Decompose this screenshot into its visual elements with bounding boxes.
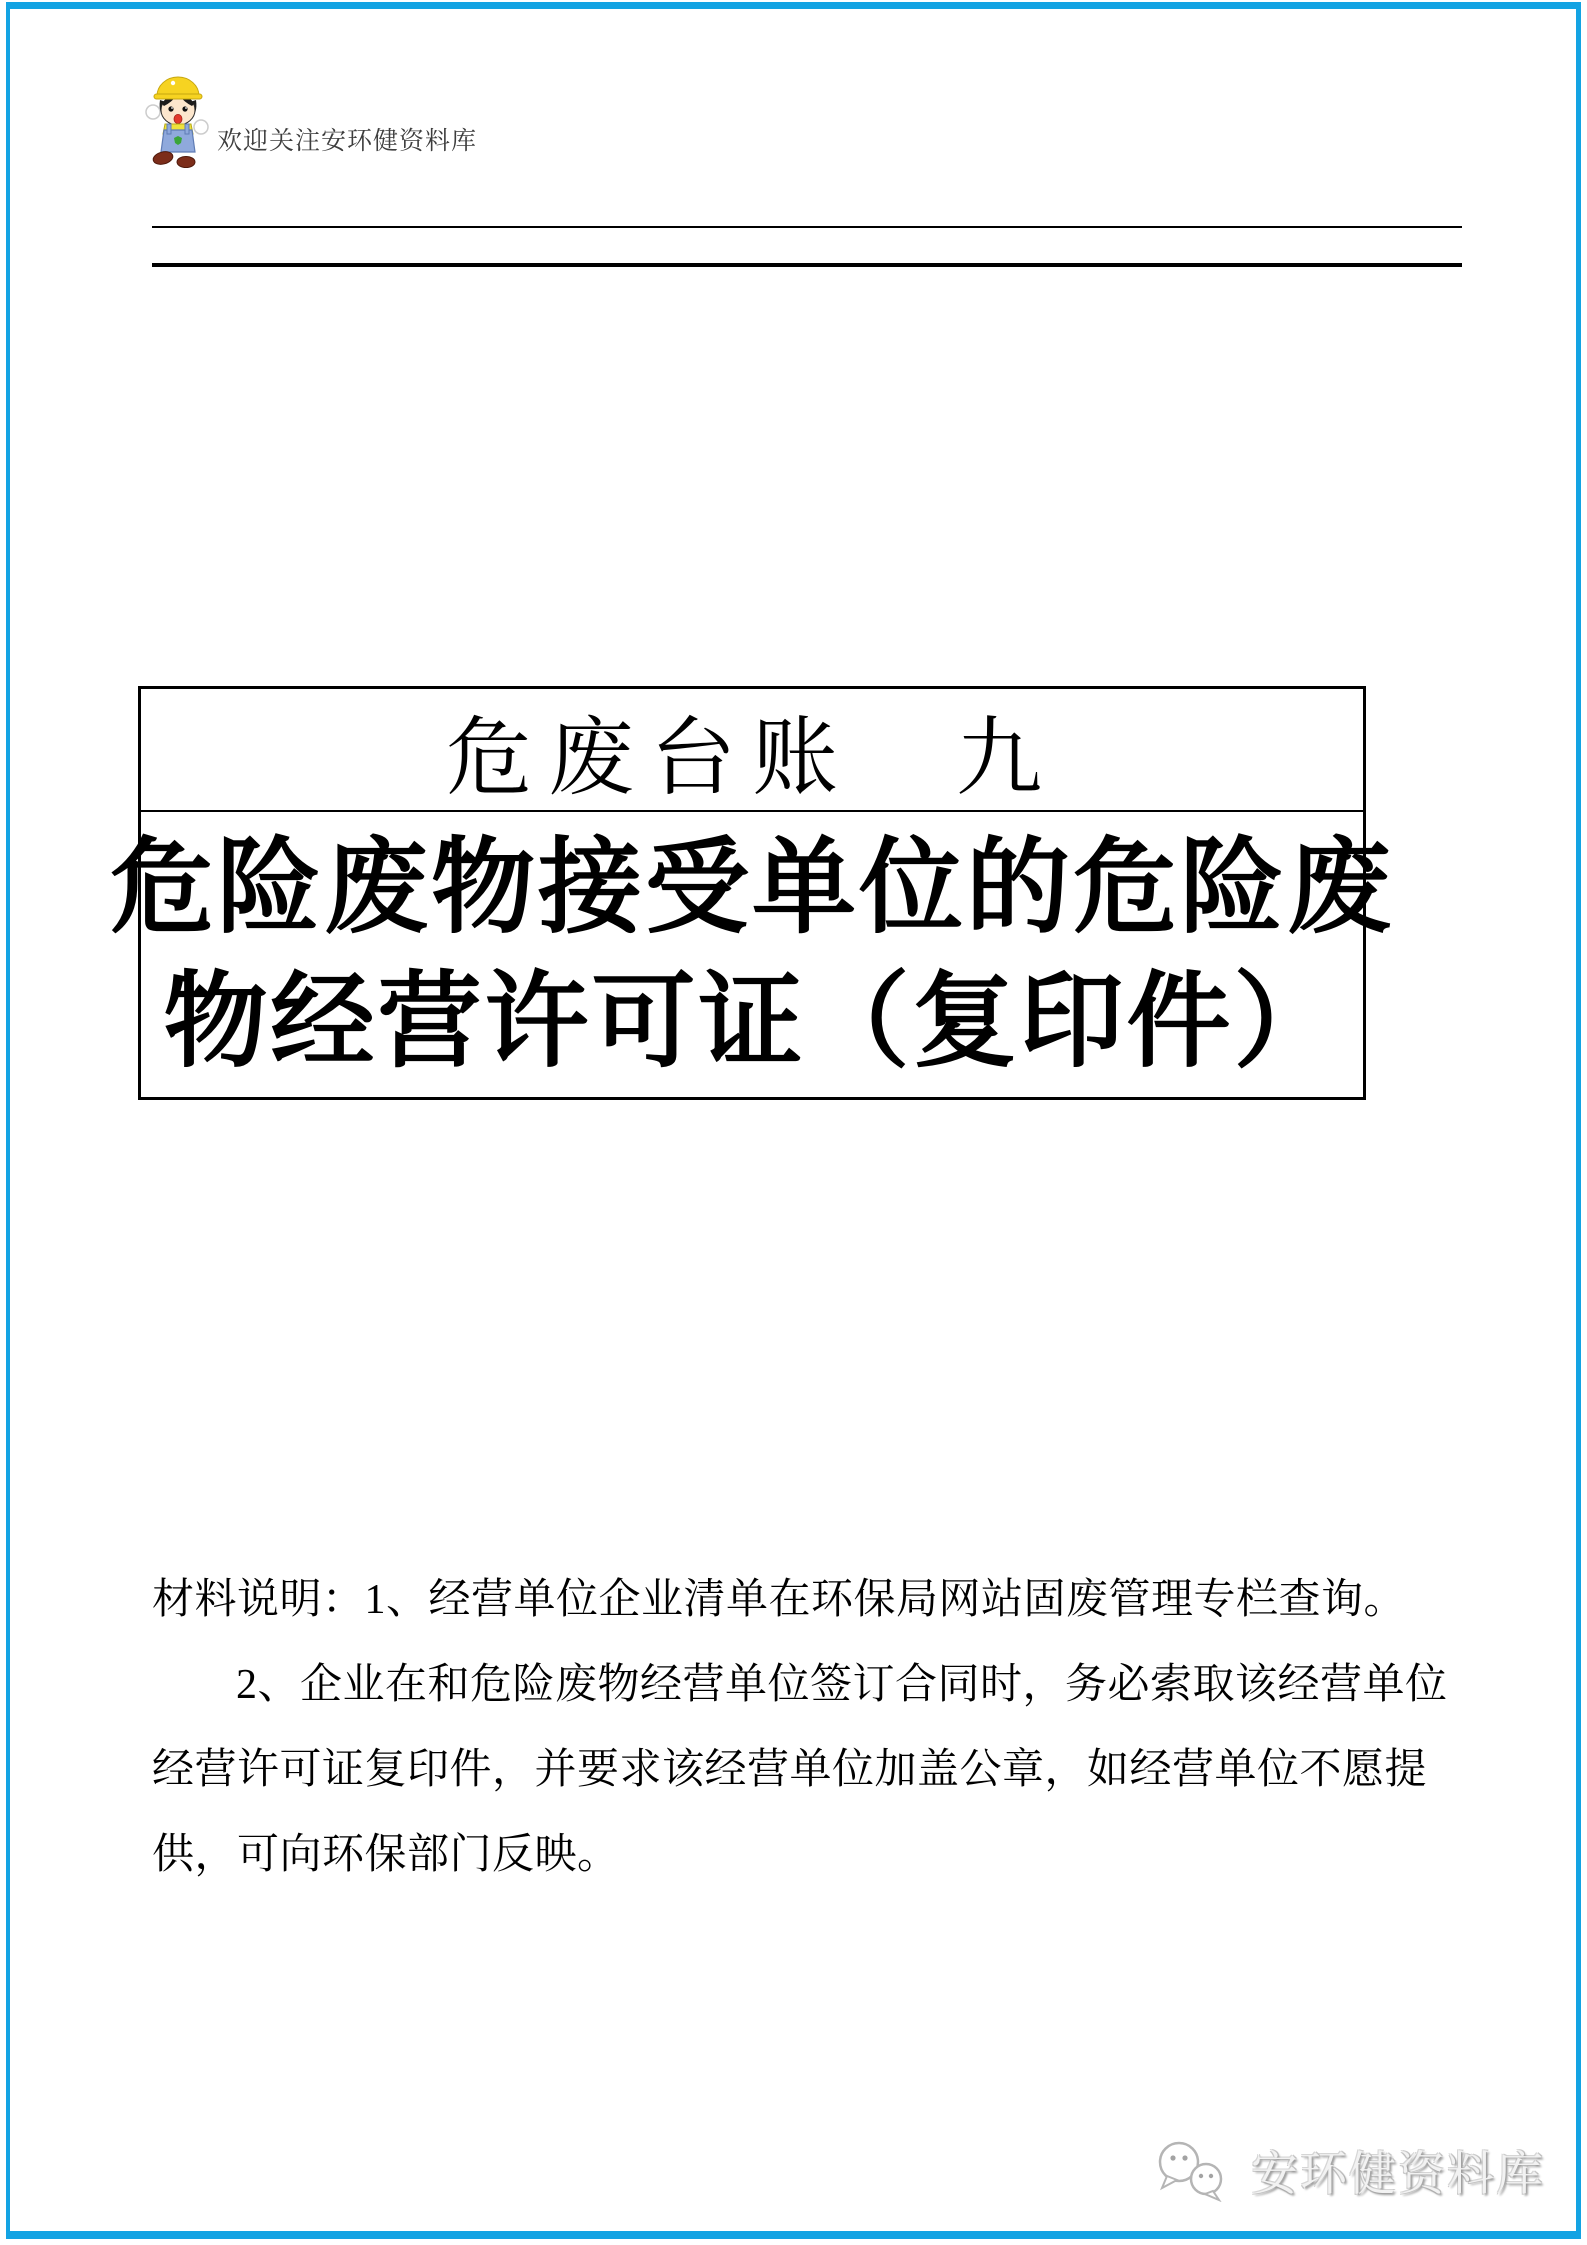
document-title <box>110 812 1395 1097</box>
note-line: 材料说明：1、经营单位企业清单在环保局网站固废管理专栏查询。 <box>152 1577 1407 1623</box>
header-rule-thick <box>152 263 1462 267</box>
footer-brand-text: 安环健资料库 <box>1251 2146 1545 2200</box>
header-rule-thin <box>152 226 1462 228</box>
note-line: 经营许可证复印件，并要求该经营单位加盖公章，如经营单位不愿提 <box>152 1747 1428 1793</box>
note-line: 2、企业在和危险废物经营单位签订合同时，务必索取该经营单位 <box>236 1662 1448 1708</box>
page-border-frame <box>6 2 1581 2239</box>
footer-brand <box>1153 2138 1545 2202</box>
note-line: 供，可向环保部门反映。 <box>152 1832 620 1878</box>
welcome-text: 欢迎关注安环健资料库 <box>217 127 478 155</box>
ledger-label: 危废台账 九 <box>141 689 1363 812</box>
chat-bubbles-logo-icon <box>1153 2138 1241 2202</box>
document-title-line2: 物经营许可证（复印件） <box>163 963 1341 1080</box>
safety-worker-mascot-icon <box>142 72 210 168</box>
title-box <box>110 686 1395 1100</box>
material-notes <box>152 1558 1462 1898</box>
document-title-line1: 危险废物接受单位的危险废 <box>110 829 1395 946</box>
